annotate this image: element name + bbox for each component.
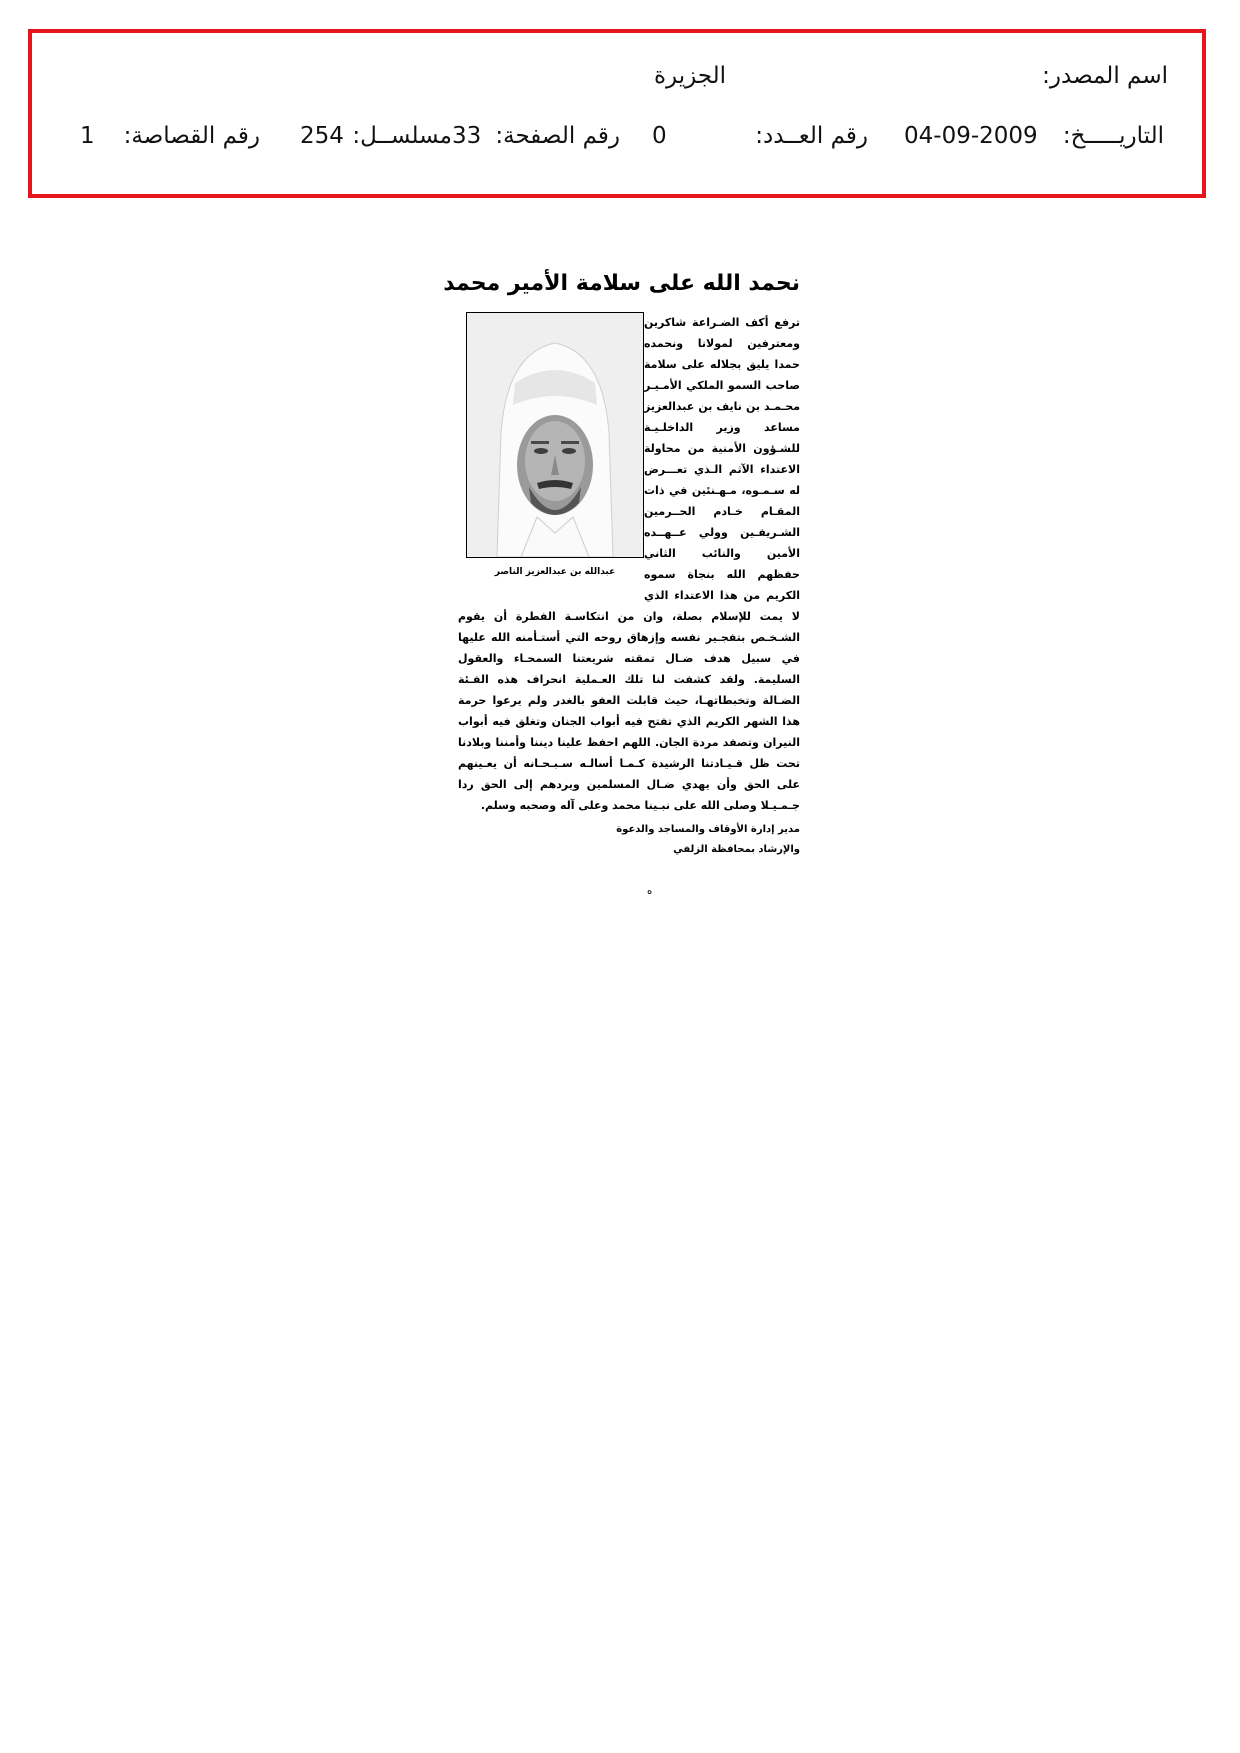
author-line-1: مدير إدارة الأوقاف والمساجد والدعوة	[616, 824, 800, 835]
date-value: 04-09-2009	[904, 123, 1038, 149]
source-value: الجزيرة	[654, 63, 727, 89]
author-title	[458, 820, 800, 860]
photo-caption: عبدالله بن عبدالعزيز الناصر	[494, 567, 616, 577]
article-headline: نحمد الله على سلامة الأمير محمد	[443, 271, 800, 296]
article-end-mark: ه	[647, 886, 653, 897]
clip-label: رقم القصاصة:	[123, 123, 260, 149]
serial-label: مسلســل:	[352, 123, 452, 149]
source-label: اسم المصدر:	[1042, 63, 1168, 89]
page-label: رقم الصفحة:	[495, 123, 620, 149]
serial-value: 254	[300, 123, 344, 149]
page-value: 33	[452, 123, 482, 149]
issue-label: رقم العــدد:	[755, 123, 868, 149]
author-photo-block	[466, 312, 644, 582]
issue-value: 0	[652, 123, 667, 149]
clip-value: 1	[80, 123, 95, 149]
portrait-image	[467, 313, 643, 557]
author-line-2: والإرشاد بمحافظة الزلفي	[673, 844, 800, 855]
date-label: التاريـــــخ:	[1062, 123, 1164, 149]
clipping-metadata-box	[28, 29, 1206, 198]
article-body: ترفع أكف الضـراعة شاكرين ومعترفين لمولانا ونحمده حمدا يليق بجلاله على سلامة صاحب السمو الملكي الأمـيـر محـمـد بن نايف بن عبدالعزيز مساعد وزير الداخلـيـة للشـؤون الأمنية من محاولة الاعتداء الآثم الـذي تعـــرض له سـمـوه، مـهـنئين في ذات المقـام خـادم الحــرمين الشـريفـين وولي عــهــده الأمين والنائب الثاني حفظهم الله بنجاة سموه الكريم من هذا الاعتداء الذي لا يمت للإسلام بصلة، وان من انتكاسـة الفطرة أن يقوم الشـخـص بتفجـير نفسه وإزهاق روحه التي أستـأمنه الله عليها في سبيل هدف ضـال تمقته شريعتنا السمحـاء والعقول السليمة. ولقد كشفت لنا تلك العـملية انحراف هذه الفـئة الضـالة وتخبطاتهـا، حيث قابلت العفو بالغدر ولم يرعوا حرمة هذا الشهر الكريم الذي تفتح فيه أبواب الجنان وتغلق فيه أبواب النيران وتصفد مردة الجان. اللهم احفظ علينا ديننا وأمننا وبلادنا تحت ظل قـيـادتنا الرشيدة كـمـا أسالـه سـبـحـانه أن يعـينهم على الحق وأن يهدي ضـال المسلمين ويردهم إلى الحق ردا جـمـيـلا وصلى الله على نبـينا محمد وعلى آله وصحبه وسلم.	[458, 316, 800, 812]
newspaper-article	[443, 266, 800, 860]
author-photo	[466, 312, 644, 558]
